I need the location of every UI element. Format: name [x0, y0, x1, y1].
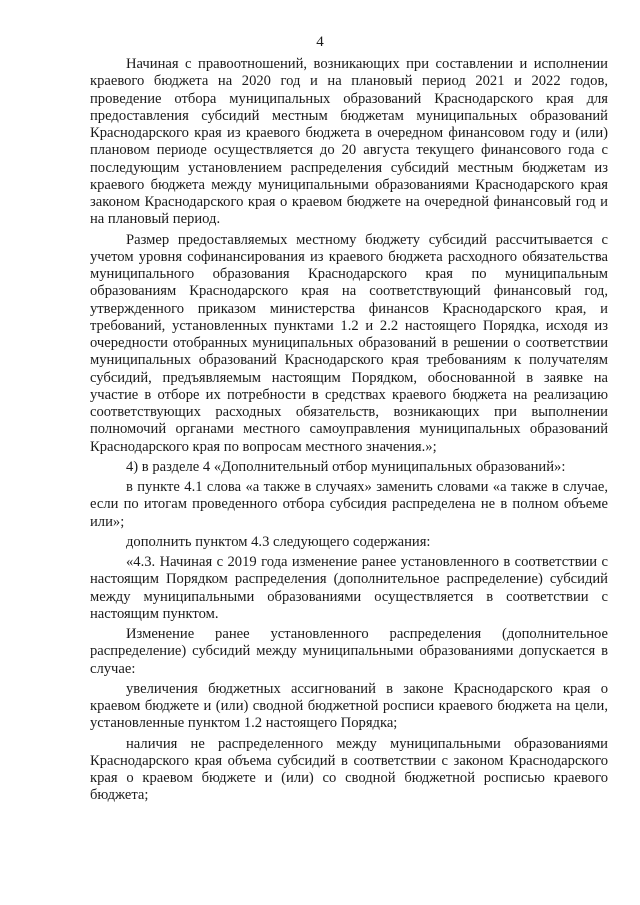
paragraph-1: Начиная с правоотношений, возникающих при составлении и исполнении краевого бюджета на 2020 год и на плановый период 2021 и 2022 годов, проведение отбора муниципальных образований Краснодарского края для предоставления субсидий местным бюджетам муниципальных образований Краснодарского края из краевого бюджета в очередном финансовом году и (или) плановом периоде осуществляется до 20 августа текущего финансового года с последующим установлением распределения субсидий местным бюджетам из краевого бюджета между муниципальными образованиями Краснодарского края законом Краснодарского края о краевом бюджете на очередной финансовый год и на плановый период.: [90, 56, 608, 228]
paragraph-5: дополнить пунктом 4.3 следующего содержания:: [126, 533, 431, 550]
paragraph-7: Изменение ранее установленного распределения (дополнительное распределение) субсидий между муниципальными образованиями допускается в случае:: [90, 626, 608, 677]
document-body: [90, 56, 608, 808]
paragraph-3: 4) в разделе 4 «Дополнительный отбор муниципальных образований»:: [126, 458, 566, 475]
paragraph-4: в пункте 4.1 слова «а также в случаях» заменить словами «а также в случае, если по итогам проведенного отбора субсидия распределена не в полном объеме или»;: [90, 479, 608, 530]
paragraph-6: «4.3. Начиная с 2019 года изменение ранее установленного в соответствии с настоящим Порядком распределения (дополнительное распределение) субсидий между муниципальными образованиями осуществляется в соответствии с настоящим пунктом.: [90, 554, 608, 622]
page-number: 4: [316, 34, 324, 50]
paragraph-2: Размер предоставляемых местному бюджету субсидий рассчитывается с учетом уровня софинансирования из краевого бюджета расходного обязательства муниципального образования Краснодарского края по муниципальным образованиям Краснодарского края на соответствующий финансовый год, утвержденного приказом министерства финансов Краснодарского края, и требований, установленных пунктами 1.2 и 2.2 настоящего Порядка, исходя из очередности отобранных муниципальных образований в решении о соответствии муниципальных образований Краснодарского края требованиям к получателям субсидий, предъявляемым настоящим Порядком, обоснованной в заявке на участие в отборе их потребности в средствах краевого бюджета на реализацию соответствующих расходных обязательств, возникающих при выполнении полномочий органами местного самоуправления муниципальных образований Краснодарского края по вопросам местного значения.»;: [90, 231, 608, 455]
paragraph-8: увеличения бюджетных ассигнований в законе Краснодарского края о краевом бюджете и (или) сводной бюджетной росписи краевого бюджета на цели, установленные пунктом 1.2 настоящего Порядка;: [90, 680, 608, 732]
paragraph-9: наличия не распределенного между муниципальными образованиями Краснодарского края объема субсидий в соответствии с законом Краснодарского края о краевом бюджете и (или) со сводной бюджетной росписью краевого бюджета;: [90, 735, 608, 804]
